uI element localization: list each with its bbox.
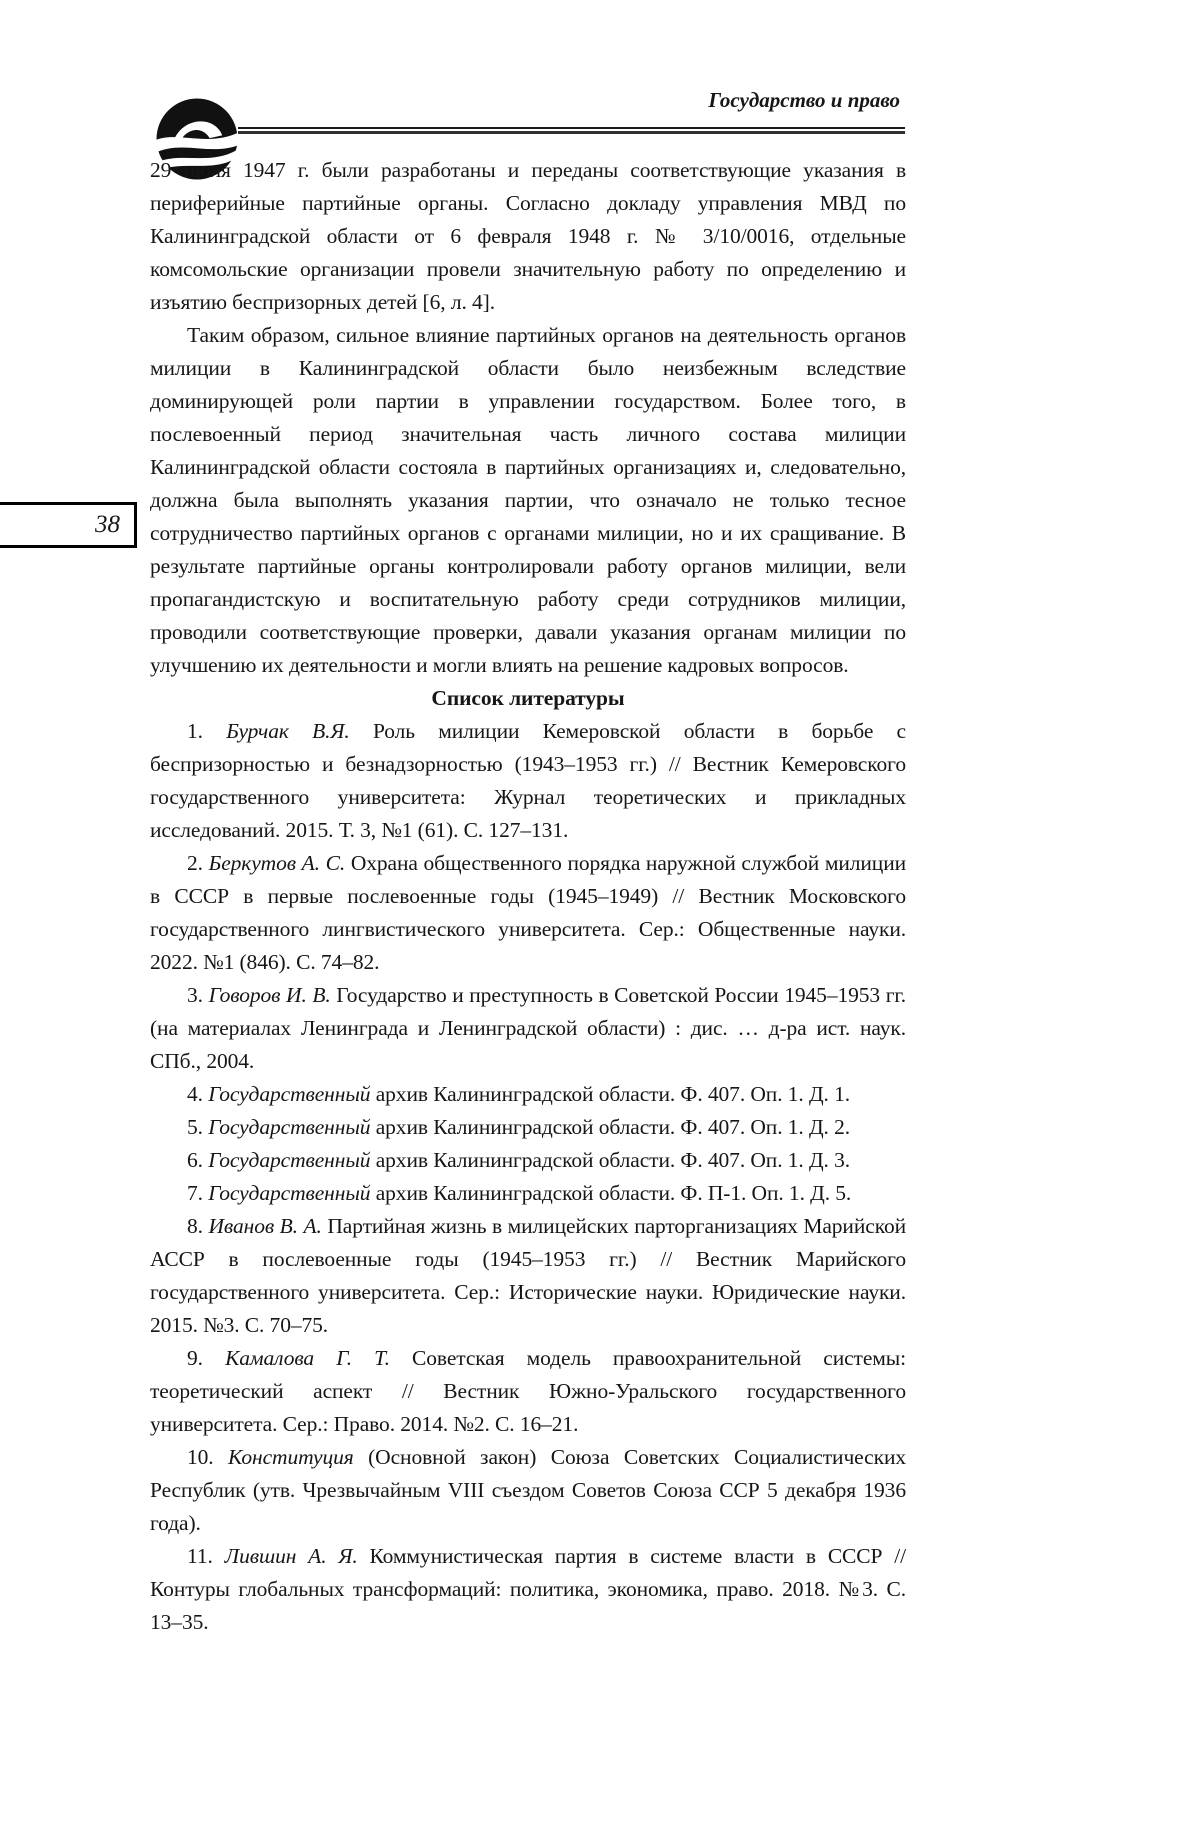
reference-number: 9. [187,1346,203,1370]
reference-item [150,715,906,847]
reference-text: Охрана общественного порядка наружной службой милиции в СССР в первые послевоенные годы (1945–1949) // Вестник Московского государственного лингвистического университета. Сер.: Общественные науки. 2022. №1 (846). С. 74–82. [150,851,907,974]
reference-number: 3. [187,983,203,1007]
reference-author: Государственный [208,1082,371,1106]
reference-text: Государство и преступность в Советской России 1945–1953 гг. (на материалах Ленинграда и Ленинградской области) : дис. … д-ра ист. наук. СПб., 2004. [150,983,906,1073]
reference-text: архив Калининградской области. Ф. 407. Оп. 1. Д. 3. [375,1148,850,1172]
reference-number: 11. [187,1544,213,1568]
reference-text: Коммунистическая партия в системе власти в СССР // Контуры глобальных трансформаций: политика, экономика, право. 2018. №3. С. 13–35. [150,1544,906,1634]
reference-author: Государственный [208,1181,371,1205]
reference-item [150,1177,906,1210]
reference-item [150,847,906,979]
reference-author: Государственный [208,1148,371,1172]
reference-author: Бурчак В.Я. [226,719,350,743]
running-title: Государство и право [708,88,900,112]
reference-text: Партийная жизнь в милицейских парторганизациях Марийской АССР в послевоенные годы (1945–1953 гг.) // Вестник Марийского государственного университета. Сер.: Исторические науки. Юридические науки. 2015. №3. С. 70–75. [150,1214,906,1337]
reference-item [150,1078,906,1111]
paragraph: 29 июля 1947 г. были разработаны и переданы соответствующие указания в периферийные партийные органы. Согласно докладу управления МВД по Калининградской области от 6 февраля 1948 г. № 3/10/0016, отдельные комсомольские организации провели значительную работу по определению и изъятию беспризорных детей [6, л. 4]. [150,158,906,314]
reference-author: Конституция [228,1445,354,1469]
reference-number: 8. [187,1214,203,1238]
reference-author: Беркутов А. С. [208,851,346,875]
reference-number: 4. [187,1082,203,1106]
reference-number: 6. [187,1148,203,1172]
reference-author: Иванов В. А. [208,1214,322,1238]
reference-author: Государственный [208,1115,371,1139]
reference-number: 1. [187,719,203,743]
header-rule-bottom-line [238,131,905,134]
reference-number: 2. [187,851,203,875]
page-number-box [0,502,137,548]
references-heading: Список литературы [431,686,625,710]
paragraph: Таким образом, сильное влияние партийных органов на деятельность органов милиции в Калининградской области было неизбежным вследствие доминирующей роли партии в управлении государством. Более того, в послевоенный период значительная часть личного состава милиции Калининградской области состояла в партийных организациях и, следовательно, должна была выполнять указания партии, что означало не только тесное сотрудничество партийных органов с органами милиции, но и их сращивание. В результате партийные органы контролировали работу органов милиции, вели пропагандистскую и воспитательную работу среди сотрудников милиции, проводили соответствующие проверки, давали указания органам милиции по улучшению их деятельности и могли влиять на решение кадровых вопросов. [150,323,906,677]
reference-author: Лившин А. Я. [224,1544,358,1568]
reference-text: архив Калининградской области. Ф. П-1. Оп. 1. Д. 5. [375,1181,852,1205]
reference-author: Камалова Г. Т. [225,1346,390,1370]
reference-item [150,979,906,1078]
reference-item [150,1111,906,1144]
header-rule [238,127,905,134]
reference-number: 10. [187,1445,214,1469]
reference-text: Роль милиции Кемеровской области в борьбе с беспризорностью и безнадзорностью (1943–1953 гг.) // Вестник Кемеровского государственного университета: Журнал теоретических и прикладных исследований. 2015. Т. 3, №1 (61). С. 127–131. [150,719,906,842]
reference-item [150,1441,906,1540]
reference-number: 5. [187,1115,203,1139]
text-column [150,154,906,1639]
reference-item [150,1144,906,1177]
reference-number: 7. [187,1181,203,1205]
reference-item [150,1342,906,1441]
reference-item [150,1210,906,1342]
reference-author: Говоров И. В. [208,983,331,1007]
reference-text: архив Калининградской области. Ф. 407. Оп. 1. Д. 2. [375,1115,850,1139]
reference-text: Советская модель правоохранительной системы: теоретический аспект // Вестник Южно-Уральского государственного университета. Сер.: Право. 2014. №2. С. 16–21. [150,1346,907,1436]
page-number: 38 [95,511,120,538]
reference-item [150,1540,906,1639]
reference-text: (Основной закон) Союза Советских Социалистических Республик (утв. Чрезвычайным VIII съездом Советов Союза ССР 5 декабря 1936 года). [150,1445,906,1535]
reference-text: архив Калининградской области. Ф. 407. Оп. 1. Д. 1. [375,1082,850,1106]
